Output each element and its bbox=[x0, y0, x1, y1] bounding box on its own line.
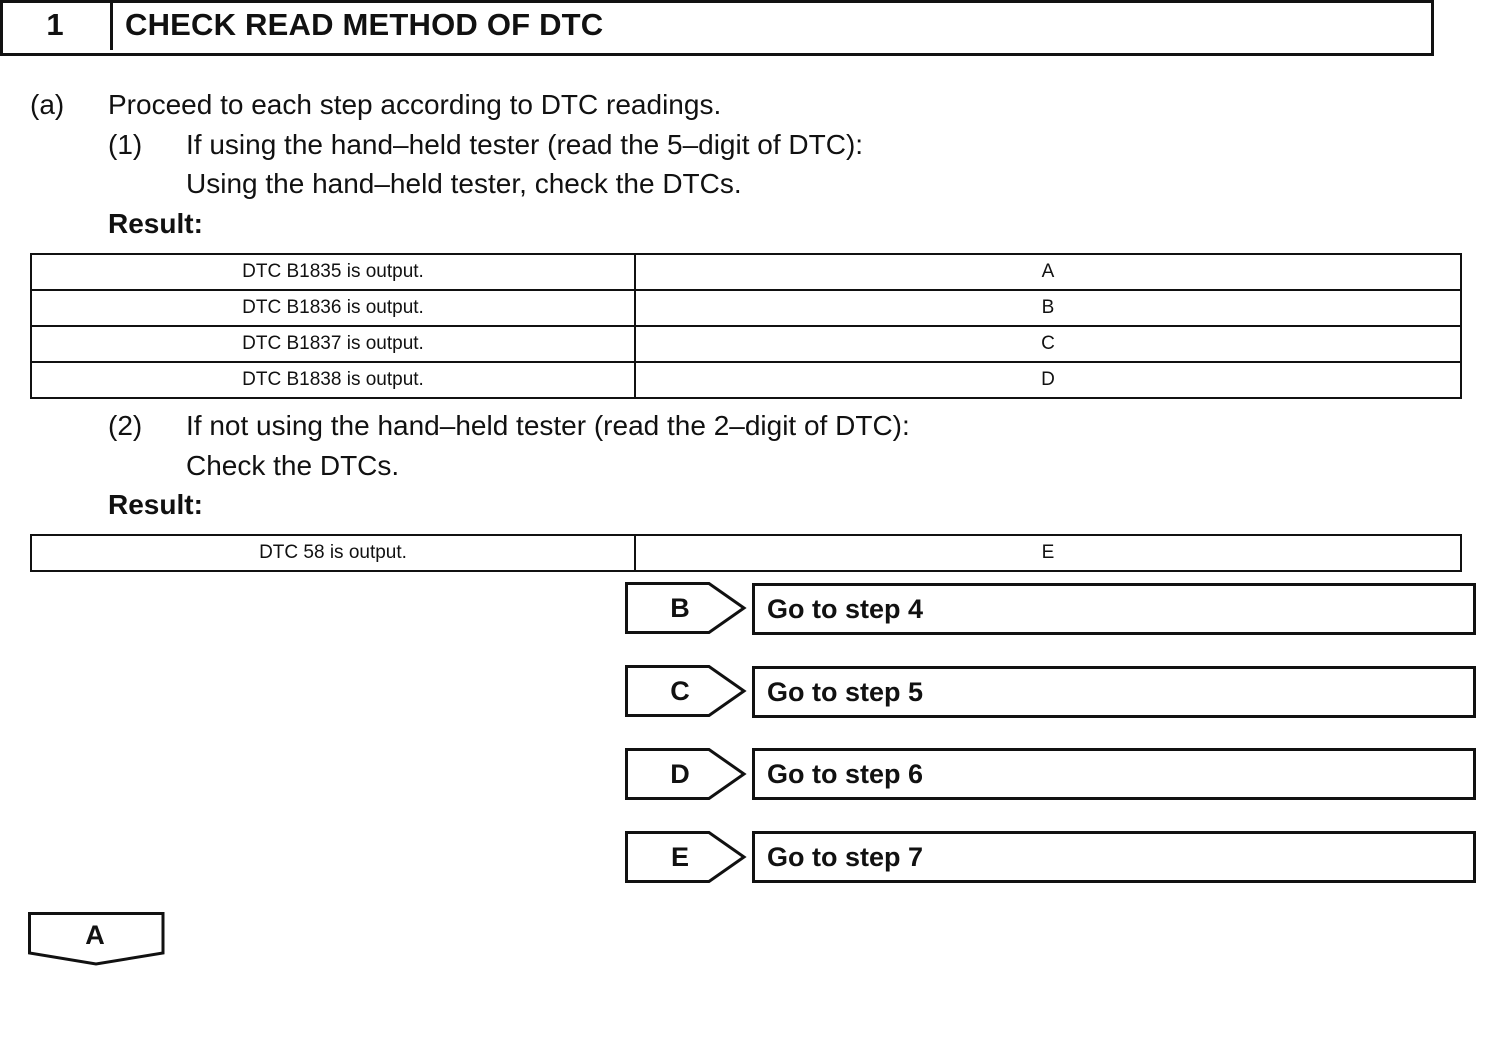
sub1-line1: If using the hand–held tester (read the 5–digit of DTC): bbox=[186, 129, 864, 160]
result-cell: B bbox=[635, 290, 1461, 326]
sub1-line2: Using the hand–held tester, check the DTCs. bbox=[186, 168, 742, 199]
branch-tag-c[interactable] bbox=[625, 665, 747, 717]
sub2-result-label: Result: bbox=[108, 489, 203, 520]
sub1-result-label: Result: bbox=[108, 208, 203, 239]
table-row bbox=[31, 362, 1461, 398]
result-cell: C bbox=[635, 326, 1461, 362]
branch-tag-label: E bbox=[670, 842, 689, 872]
go-to-step-6-box[interactable]: Go to step 6 bbox=[752, 748, 1476, 800]
table-row bbox=[31, 326, 1461, 362]
branch-tag-e[interactable] bbox=[625, 831, 747, 883]
step-header bbox=[0, 0, 1434, 56]
go-to-step-4-box[interactable]: Go to step 4 bbox=[752, 583, 1476, 635]
table-row bbox=[31, 535, 1461, 571]
continue-tag-label: A bbox=[85, 920, 105, 950]
branch-tag-label: C bbox=[670, 676, 690, 706]
condition-cell: DTC B1837 is output. bbox=[31, 326, 635, 362]
result-table-1 bbox=[30, 253, 1462, 399]
condition-cell: DTC B1835 is output. bbox=[31, 254, 635, 290]
branch-tag-label: B bbox=[670, 593, 690, 623]
step-a-text: Proceed to each step according to DTC readings. bbox=[108, 89, 722, 120]
branch-tag-b[interactable] bbox=[625, 582, 747, 634]
sub1-marker: (1) bbox=[108, 129, 143, 160]
result-cell: E bbox=[635, 535, 1461, 571]
continue-tag-a[interactable] bbox=[28, 912, 166, 968]
sub2-marker: (2) bbox=[108, 410, 143, 441]
step-title: CHECK READ METHOD OF DTC bbox=[125, 7, 604, 42]
condition-cell: DTC B1836 is output. bbox=[31, 290, 635, 326]
go-to-step-7-box[interactable]: Go to step 7 bbox=[752, 831, 1476, 883]
branch-tag-d[interactable] bbox=[625, 748, 747, 800]
branch-tag-label: D bbox=[670, 759, 690, 789]
step-number: 1 bbox=[0, 0, 113, 50]
go-to-step-5-box[interactable]: Go to step 5 bbox=[752, 666, 1476, 718]
table-row bbox=[31, 254, 1461, 290]
result-cell: A bbox=[635, 254, 1461, 290]
result-table-2 bbox=[30, 534, 1462, 572]
sub2-line2: Check the DTCs. bbox=[186, 450, 400, 481]
sub2-line1: If not using the hand–held tester (read the 2–digit of DTC): bbox=[186, 410, 910, 441]
condition-cell: DTC 58 is output. bbox=[31, 535, 635, 571]
table-row bbox=[31, 290, 1461, 326]
result-cell: D bbox=[635, 362, 1461, 398]
condition-cell: DTC B1838 is output. bbox=[31, 362, 635, 398]
step-a-marker: (a) bbox=[30, 89, 65, 120]
